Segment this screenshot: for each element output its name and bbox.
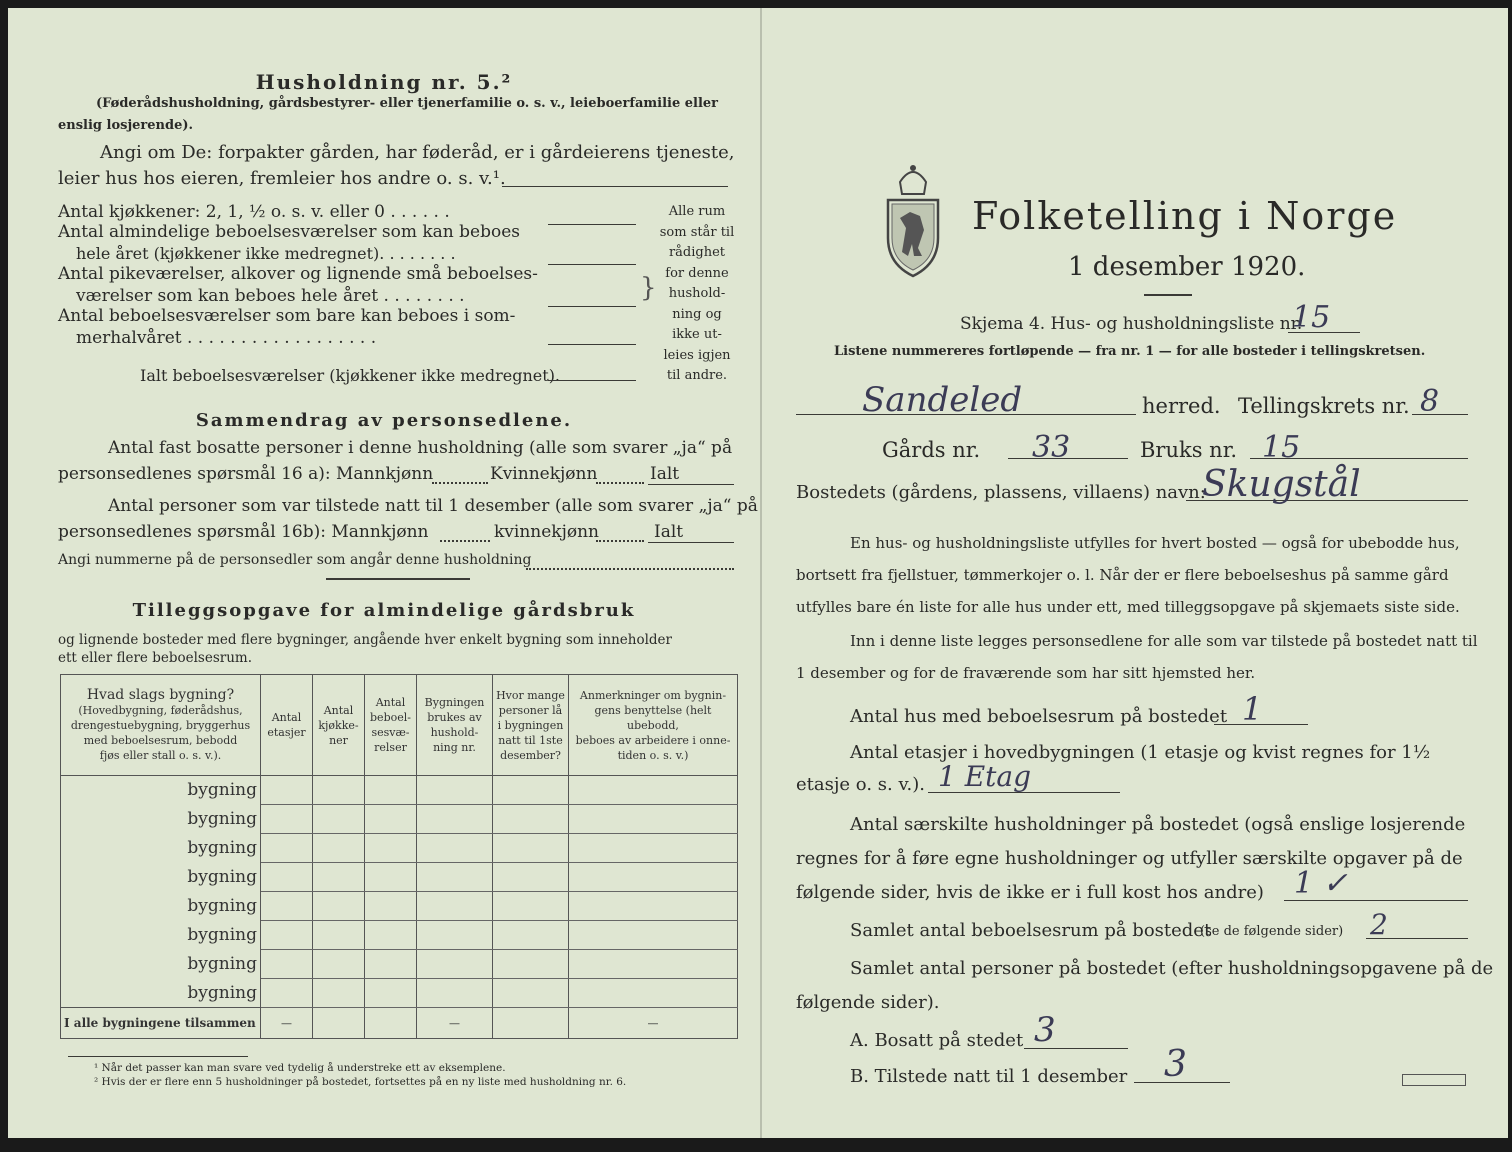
para1-line2: bortsett fra fjellstuer, tømmerkojer o. l. Når der er flere beboelseshus på samme gård [796, 566, 1449, 584]
header-line: kjøkke- [318, 718, 359, 732]
header-line: natt til 1ste [498, 733, 563, 747]
table-row [61, 979, 738, 1008]
building-label: bygning [61, 979, 261, 1008]
building-label: bygning [61, 892, 261, 921]
cell [493, 950, 569, 979]
male-resident-fill [432, 482, 488, 484]
para1-line3: utfylles bare én liste for alle hus under ett, med tilleggsopgave på skjemaets siste side. [796, 598, 1460, 616]
cell [261, 834, 313, 863]
cell [569, 892, 738, 921]
header-line: personer lå [498, 703, 563, 717]
header-building-type [61, 675, 261, 776]
footnote-divider [68, 1056, 248, 1057]
bruks-value: 15 [1262, 430, 1301, 465]
cell [365, 892, 417, 921]
cell [365, 834, 417, 863]
header-line: Hvor mange [496, 688, 565, 702]
tilstede-label: B. Tilstede natt til 1 desember [850, 1066, 1128, 1087]
header-line: etasjer [267, 726, 306, 739]
rooms-fill-4 [548, 344, 636, 345]
building-label: bygning [61, 805, 261, 834]
summary-present-a: Antal personer som var tilstede natt til 1 desember (alle som svarer „ja“ på [108, 496, 758, 516]
header-line: fjøs eller stall o. s. v.). [99, 748, 222, 762]
tillegg-line-2: ett eller flere beboelsesrum. [58, 650, 253, 666]
cell [493, 776, 569, 805]
side-note-line: leies igjen [663, 347, 731, 363]
female-resident-fill [596, 482, 644, 484]
bruks-label: Bruks nr. [1140, 438, 1238, 462]
household-note-1: (Føderådshusholdning, gårdsbestyrer- eller tjenerfamilie o. s. v., leieboerfamilie eller [96, 96, 719, 111]
bosatt-value: 3 [1034, 1010, 1056, 1050]
cell [569, 950, 738, 979]
cell [417, 776, 493, 805]
cell [313, 921, 365, 950]
rooms-kitchens: Antal kjøkkener: 2, 1, ½ o. s. v. eller 0 . . . . . . [58, 202, 450, 222]
header-persons [493, 675, 569, 776]
cell [313, 950, 365, 979]
sum-dash: — [569, 1008, 738, 1039]
header-line: ning nr. [433, 741, 476, 754]
cell [493, 921, 569, 950]
header-line: Antal [323, 703, 354, 717]
cell [261, 863, 313, 892]
header-line: desember? [500, 748, 561, 762]
female-label-2: kvinnekjønn [494, 522, 600, 542]
building-label: bygning [61, 921, 261, 950]
cell [261, 892, 313, 921]
left-page [8, 8, 762, 1138]
rooms-ordinary-b: hele året (kjøkkener ikke medregnet). . . . . . . . [76, 244, 456, 263]
header-line: (Hovedbygning, føderådshus, [78, 703, 243, 717]
herred-value: Sandeled [862, 380, 1023, 420]
etasjer-line2: etasje o. s. v.). [796, 774, 925, 795]
header-rooms [365, 675, 417, 776]
samlet-rum-label: Samlet antal beboelsesrum på bostedet [850, 920, 1212, 941]
hush-line1: Antal særskilte husholdninger på bostedet (også enslige losjerende [850, 814, 1466, 835]
para1-line1: En hus- og husholdningsliste utfylles for hvert bosted — også for ubebodde hus, [850, 534, 1460, 552]
cell [313, 834, 365, 863]
samlet-pers-line1: Samlet antal personer på bostedet (efter husholdningsopgavene på de [850, 958, 1494, 979]
tellingskrets-label: Tellingskrets nr. [1238, 394, 1410, 418]
gards-label: Gårds nr. [882, 438, 981, 462]
side-note [656, 202, 738, 387]
cell [493, 863, 569, 892]
cell [569, 834, 738, 863]
total-label-1: Ialt [650, 464, 680, 484]
para2-line1: Inn i denne liste legges personsedlene for alle som var tilstede på bostedet natt til [850, 632, 1478, 650]
cell [365, 979, 417, 1008]
cell [493, 1008, 569, 1039]
header-line: Antal [271, 711, 302, 724]
coat-of-arms-icon [878, 160, 948, 280]
cell [417, 921, 493, 950]
rooms-fill-3 [548, 306, 636, 307]
etasjer-line1: Antal etasjer i hovedbygningen (1 etasje og kvist regnes for 1½ [850, 742, 1431, 763]
header-line: relser [374, 741, 407, 754]
samlet-rum-note: (se de følgende sider) [1200, 924, 1344, 939]
gards-value: 33 [1032, 430, 1071, 465]
header-line: Bygningen [424, 696, 485, 709]
side-note-line: ning og [672, 306, 722, 322]
footnote-2: ² Hvis der er flere enn 5 husholdninger på bostedet, fortsettes på en ny liste med husholdning nr. 6. [94, 1076, 627, 1088]
header-kitchens [313, 675, 365, 776]
footnote-1: ¹ Når det passer kan man svare ved tydelig å understreke ett av eksemplene. [94, 1062, 506, 1074]
cell [261, 805, 313, 834]
household-note-2: enslig losjerende). [58, 118, 194, 133]
summary-resident-a: Antal fast bosatte personer i denne husholdning (alle som svarer „ja“ på [108, 438, 733, 458]
summary-resident-b: personsedlenes spørsmål 16 a): Mannkjønn [58, 464, 434, 484]
bosted-label: Bostedets (gårdens, plassens, villaens) navn: [796, 482, 1206, 503]
cell [365, 805, 417, 834]
table-sum-row [61, 1008, 738, 1039]
side-note-line: hushold- [668, 286, 726, 301]
total-resident-fill [648, 484, 734, 485]
header-line: med beboelsesrum, bebodd [83, 733, 238, 747]
samlet-rum-value: 2 [1370, 908, 1388, 941]
rooms-total: Ialt beboelsesværelser (kjøkkener ikke medregnet). [140, 366, 561, 385]
table-row [61, 776, 738, 805]
herred-label: herred. [1142, 394, 1221, 418]
rooms-summer-a: Antal beboelsesværelser som bare kan beboes i som- [58, 306, 516, 326]
rooms-ordinary-a: Antal almindelige beboelsesværelser som kan beboes [58, 222, 520, 242]
printer-stamp [1402, 1074, 1466, 1086]
header-line: brukes av [427, 711, 482, 724]
total-label-2: Ialt [654, 522, 684, 542]
right-page [762, 8, 1508, 1138]
header-floors [261, 675, 313, 776]
rooms-summer-b: merhalvåret . . . . . . . . . . . . . . . . . . [76, 328, 377, 348]
header-line: beboel- [370, 711, 411, 724]
cell [417, 950, 493, 979]
table-row [61, 834, 738, 863]
header-remarks [569, 675, 738, 776]
form-title: Folketelling i Norge [972, 194, 1398, 238]
cell [313, 776, 365, 805]
rooms-fill-1 [548, 224, 636, 225]
sum-dash: — [261, 1008, 313, 1039]
skjema-label: Skjema 4. Hus- og husholdningsliste nr. [960, 314, 1303, 334]
cell [313, 1008, 365, 1039]
side-brace: } [640, 273, 657, 303]
cell [365, 863, 417, 892]
sum-label: I alle bygningene tilsammen [61, 1008, 261, 1039]
rooms-fill-2 [548, 264, 636, 265]
section-divider [326, 578, 470, 580]
cell [493, 979, 569, 1008]
side-note-line: ikke ut- [672, 327, 722, 342]
tellingskrets-value: 8 [1420, 384, 1440, 419]
cell [261, 921, 313, 950]
rooms-maid-a: Antal pikeværelser, alkover og lignende små beboelses- [58, 264, 538, 284]
cell [493, 892, 569, 921]
table-row [61, 921, 738, 950]
building-table [60, 674, 738, 1039]
census-sheet [8, 8, 1508, 1138]
hush-value: 1 ✓ [1294, 866, 1348, 901]
cell [569, 979, 738, 1008]
form-date: 1 desember 1920. [1068, 252, 1306, 282]
angi-nummer-fill [526, 568, 734, 570]
building-label: bygning [61, 863, 261, 892]
header-building-type-title: Hvad slags bygning? [86, 686, 235, 703]
header-used-by [417, 675, 493, 776]
building-label: bygning [61, 776, 261, 805]
rooms-fill-total [548, 380, 636, 381]
cell [365, 950, 417, 979]
header-line: Anmerkninger om bygnin- [579, 688, 727, 702]
building-table-header [61, 675, 738, 776]
bosted-value: Skugstål [1202, 464, 1361, 505]
sum-dash: — [417, 1008, 493, 1039]
cell [417, 834, 493, 863]
cell [417, 863, 493, 892]
cell [569, 805, 738, 834]
header-line: i bygningen [497, 718, 564, 732]
building-label: bygning [61, 950, 261, 979]
female-present-fill [596, 540, 644, 542]
listene-note: Listene nummereres fortløpende — fra nr. 1 — for alle bosteder i tellingskretsen. [834, 344, 1426, 359]
table-row [61, 805, 738, 834]
cell [417, 892, 493, 921]
side-note-line: Alle rum [668, 204, 726, 219]
angi-line-1: Angi om De: forpakter gården, har føderåd, er i gårdeierens tjeneste, [100, 142, 735, 163]
female-label-1: Kvinnekjønn [490, 464, 598, 484]
cell [365, 921, 417, 950]
cell [313, 805, 365, 834]
cell [417, 979, 493, 1008]
cell [365, 776, 417, 805]
hush-line3: følgende sider, hvis de ikke er i full kost hos andre) [796, 882, 1264, 903]
skjema-value: 15 [1292, 300, 1331, 335]
header-line: Antal [375, 696, 406, 709]
hush-line2: regnes for å føre egne husholdninger og utfyller særskilte opgaver på de [796, 848, 1463, 869]
cell [569, 776, 738, 805]
cell [493, 834, 569, 863]
cell [313, 892, 365, 921]
samlet-pers-line2: følgende sider). [796, 992, 940, 1013]
table-row [61, 892, 738, 921]
household-title: Husholdning nr. 5.² [255, 70, 513, 94]
tillegg-title: Tilleggsopgave for almindelige gårdsbruk [132, 600, 636, 621]
side-note-line: for denne [665, 265, 729, 281]
hus-label: Antal hus med beboelsesrum på bostedet [850, 706, 1228, 727]
cell [493, 805, 569, 834]
male-present-fill [440, 540, 490, 542]
summary-title: Sammendrag av personsedlene. [195, 410, 573, 431]
cell [569, 921, 738, 950]
cell [365, 1008, 417, 1039]
cell [261, 979, 313, 1008]
cell [313, 979, 365, 1008]
side-note-line: som står til [659, 224, 735, 240]
tillegg-line-1: og lignende bosteder med flere bygninger, angående hver enkelt bygning som inneholder [58, 632, 672, 648]
hus-value: 1 [1242, 690, 1263, 728]
etasjer-value: 1 Etag [938, 760, 1032, 793]
rooms-maid-b: værelser som kan beboes hele året . . . . . . . . [76, 286, 465, 306]
bosatt-label: A. Bosatt på stedet [850, 1030, 1024, 1051]
cell [417, 805, 493, 834]
title-divider [1144, 294, 1192, 296]
total-present-fill [648, 542, 734, 543]
angi-nummer: Angi nummerne på de personsedler som angår denne husholdning [58, 552, 532, 568]
side-note-line: rådighet [668, 245, 726, 260]
header-line: beboes av arbeidere i onne- [575, 733, 731, 747]
cell [261, 950, 313, 979]
header-line: ner [329, 733, 348, 747]
header-line: tiden o. s. v.) [617, 748, 689, 762]
para2-line2: 1 desember og for de fraværende som har sitt hjemsted her. [796, 664, 1256, 682]
table-row [61, 950, 738, 979]
cell [261, 776, 313, 805]
table-row [61, 863, 738, 892]
side-note-line: til andre. [666, 368, 728, 383]
building-label: bygning [61, 834, 261, 863]
cell [313, 863, 365, 892]
header-line: sesvæ- [371, 726, 410, 739]
angi-line-2: leier hus hos eieren, fremleier hos andre o. s. v.¹. [58, 168, 506, 189]
header-line: hushold- [430, 726, 479, 739]
summary-present-b: personsedlenes spørsmål 16b): Mannkjønn [58, 522, 429, 542]
header-line: gens benyttelse (helt ubebodd, [594, 703, 712, 732]
cell [569, 863, 738, 892]
tilstede-value: 3 [1164, 1044, 1187, 1085]
header-line: drengestuebygning, bryggerhus [70, 718, 251, 732]
angi-fill-line [502, 186, 728, 187]
